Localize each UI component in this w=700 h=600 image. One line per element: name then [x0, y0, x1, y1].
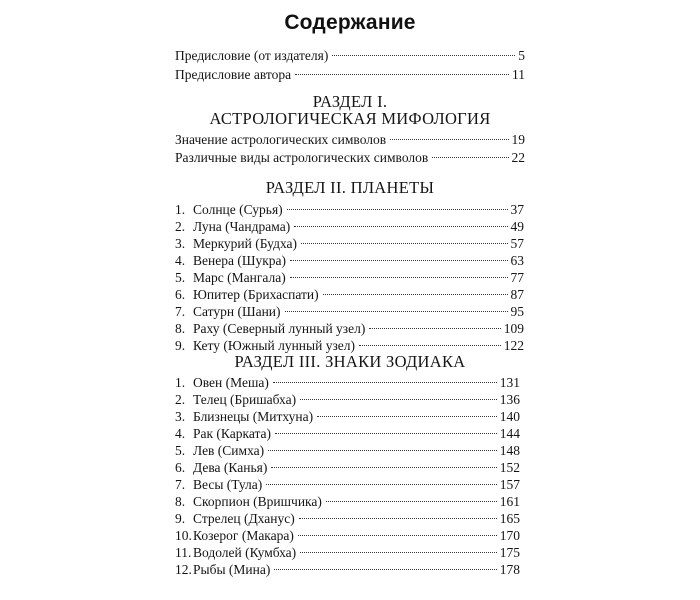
- toc-entry-number: 12.: [175, 562, 192, 577]
- toc-entry-label: Значение астрологических символов: [175, 132, 387, 147]
- toc-entry-page: 57: [510, 236, 524, 251]
- dot-leader: [369, 328, 500, 329]
- toc-entry-number: 1.: [175, 202, 186, 217]
- toc-entry-page: 148: [499, 443, 520, 458]
- toc-entry-page: 175: [499, 545, 520, 560]
- toc-entry-number: 6.: [175, 460, 186, 475]
- toc-entry-label: Предисловие автора: [175, 67, 292, 82]
- toc-entry: [175, 425, 520, 442]
- toc-entry: [175, 374, 520, 391]
- toc-entry-label: Сатурн (Шани): [193, 304, 281, 319]
- dot-leader: [300, 552, 497, 553]
- dot-leader: [300, 399, 497, 400]
- toc-entry-number: 2.: [175, 392, 186, 407]
- dot-leader: [323, 294, 508, 295]
- toc-entry-number: 10.: [175, 528, 192, 543]
- toc-entry-page: 87: [510, 287, 524, 302]
- toc-entry-label: Весы (Тула): [193, 477, 263, 492]
- page-title: Содержание: [284, 11, 416, 34]
- toc-entry-page: 170: [499, 528, 520, 543]
- dot-leader: [274, 569, 496, 570]
- section-heading-2: РАЗДЕЛ II. ПЛАНЕТЫ: [265, 178, 435, 197]
- toc-entry-page: 144: [499, 426, 520, 441]
- dot-leader: [275, 433, 497, 434]
- toc-entry: [175, 269, 524, 286]
- dot-leader: [390, 139, 508, 140]
- toc-entry: [175, 544, 520, 561]
- toc-entry-number: 8.: [175, 321, 186, 336]
- toc-entry: [175, 459, 520, 476]
- toc-entry-page: 95: [510, 304, 524, 319]
- toc-entry-number: 4.: [175, 253, 186, 268]
- toc-entry: [175, 286, 524, 303]
- toc-entry-page: 109: [503, 321, 524, 336]
- dot-leader: [266, 484, 497, 485]
- toc-entry-page: 49: [510, 219, 524, 234]
- toc-entry-label: Телец (Бришабха): [193, 392, 297, 407]
- toc-entry: [175, 391, 520, 408]
- toc-entry-number: 9.: [175, 511, 186, 526]
- toc-entry-number: 7.: [175, 477, 186, 492]
- toc-entry-label: Солнце (Сурья): [193, 202, 283, 217]
- toc-entry-label: Рыбы (Мина): [193, 562, 271, 577]
- dot-leader: [271, 467, 496, 468]
- toc-entry: [175, 235, 524, 252]
- dot-leader: [295, 74, 509, 75]
- toc-entry-label: Юпитер (Брихаспати): [193, 287, 319, 302]
- toc-entry: [175, 303, 524, 320]
- dot-leader: [290, 260, 508, 261]
- toc-entry-label: Водолей (Кумбха): [193, 545, 297, 560]
- toc-entry-page: 178: [499, 562, 520, 577]
- toc-entry-number: 8.: [175, 494, 186, 509]
- toc-entry-number: 1.: [175, 375, 186, 390]
- toc-entry-label: Луна (Чандрама): [193, 219, 291, 234]
- toc-entry-page: 22: [511, 150, 525, 165]
- toc-entry-label: Марс (Мангала): [193, 270, 286, 285]
- dot-leader: [290, 277, 508, 278]
- toc-entry-label: Меркурий (Будха): [193, 236, 297, 251]
- toc-entry-page: 165: [499, 511, 520, 526]
- toc-entry: [175, 442, 520, 459]
- dot-leader: [332, 55, 515, 56]
- toc-entry-label: Дева (Канья): [193, 460, 268, 475]
- dot-leader: [359, 345, 501, 346]
- toc-entry-page: 19: [511, 132, 525, 147]
- toc-entry-label: Овен (Меша): [193, 375, 269, 390]
- toc-entry-label: Стрелец (Дханус): [193, 511, 295, 526]
- toc-entry-page: 152: [499, 460, 520, 475]
- dot-leader: [287, 209, 508, 210]
- toc-entry: [175, 476, 520, 493]
- dot-leader: [317, 416, 497, 417]
- dot-leader: [299, 518, 497, 519]
- section-heading-1-line1: РАЗДЕЛ I.: [312, 92, 388, 111]
- toc-entry-number: 6.: [175, 287, 186, 302]
- toc-entry: [175, 149, 525, 166]
- toc-entry: [175, 493, 520, 510]
- toc-entry-label: Близнецы (Митхуна): [193, 409, 314, 424]
- toc-entry-label: Скорпион (Вришчика): [193, 494, 322, 509]
- toc-entry-label: Лев (Симха): [193, 443, 265, 458]
- toc-entry-number: 11.: [175, 545, 192, 560]
- toc-entry-page: 11: [512, 67, 525, 82]
- section-heading-1-line2: АСТРОЛОГИЧЕСКАЯ МИФОЛОГИЯ: [209, 109, 491, 128]
- toc-entry: [175, 320, 524, 337]
- toc-entry-page: 140: [499, 409, 520, 424]
- dot-leader: [285, 311, 508, 312]
- dot-leader: [268, 450, 497, 451]
- toc-entry-number: 7.: [175, 304, 186, 319]
- toc-entry-page: 122: [503, 338, 524, 353]
- toc-entry: [175, 561, 520, 578]
- toc-entry-number: 9.: [175, 338, 186, 353]
- toc-entry-number: 5.: [175, 443, 186, 458]
- toc-entry-label: Раху (Северный лунный узел): [193, 321, 366, 336]
- toc-entry: [175, 201, 524, 218]
- toc-entry-page: 136: [499, 392, 520, 407]
- toc-entry-page: 157: [499, 477, 520, 492]
- toc-entry-label: Кету (Южный лунный узел): [193, 338, 355, 353]
- dot-leader: [298, 535, 497, 536]
- toc-entry-number: 3.: [175, 236, 186, 251]
- toc-entry: [175, 408, 520, 425]
- toc-entry-label: Различные виды астрологических символов: [175, 150, 429, 165]
- toc-entry: [175, 252, 524, 269]
- toc-entry: [175, 131, 525, 148]
- toc-entry: [175, 527, 520, 544]
- dot-leader: [301, 243, 508, 244]
- dot-leader: [273, 382, 497, 383]
- section-heading-3: РАЗДЕЛ III. ЗНАКИ ЗОДИАКА: [234, 352, 466, 371]
- dot-leader: [326, 501, 497, 502]
- toc-entry-page: 161: [499, 494, 520, 509]
- toc-entry-page: 5: [518, 48, 525, 63]
- toc-entry-page: 63: [510, 253, 524, 268]
- toc-entry-author-preface: [175, 66, 525, 83]
- toc-entry-label: Предисловие (от издателя): [175, 48, 329, 63]
- toc-entry-number: 5.: [175, 270, 186, 285]
- toc-entry-page: 77: [510, 270, 524, 285]
- toc-entry-publisher-preface: [175, 47, 525, 64]
- toc-entry-label: Козерог (Макара): [193, 528, 294, 543]
- toc-entry-page: 131: [499, 375, 520, 390]
- dot-leader: [432, 157, 508, 158]
- toc-entry-page: 37: [510, 202, 524, 217]
- dot-leader: [294, 226, 507, 227]
- toc-entry-label: Рак (Карката): [193, 426, 272, 441]
- toc-entry-number: 4.: [175, 426, 186, 441]
- toc-entry-number: 2.: [175, 219, 186, 234]
- toc-entry: [175, 510, 520, 527]
- toc-entry: [175, 218, 524, 235]
- toc-entry-label: Венера (Шукра): [193, 253, 286, 268]
- toc-entry-number: 3.: [175, 409, 186, 424]
